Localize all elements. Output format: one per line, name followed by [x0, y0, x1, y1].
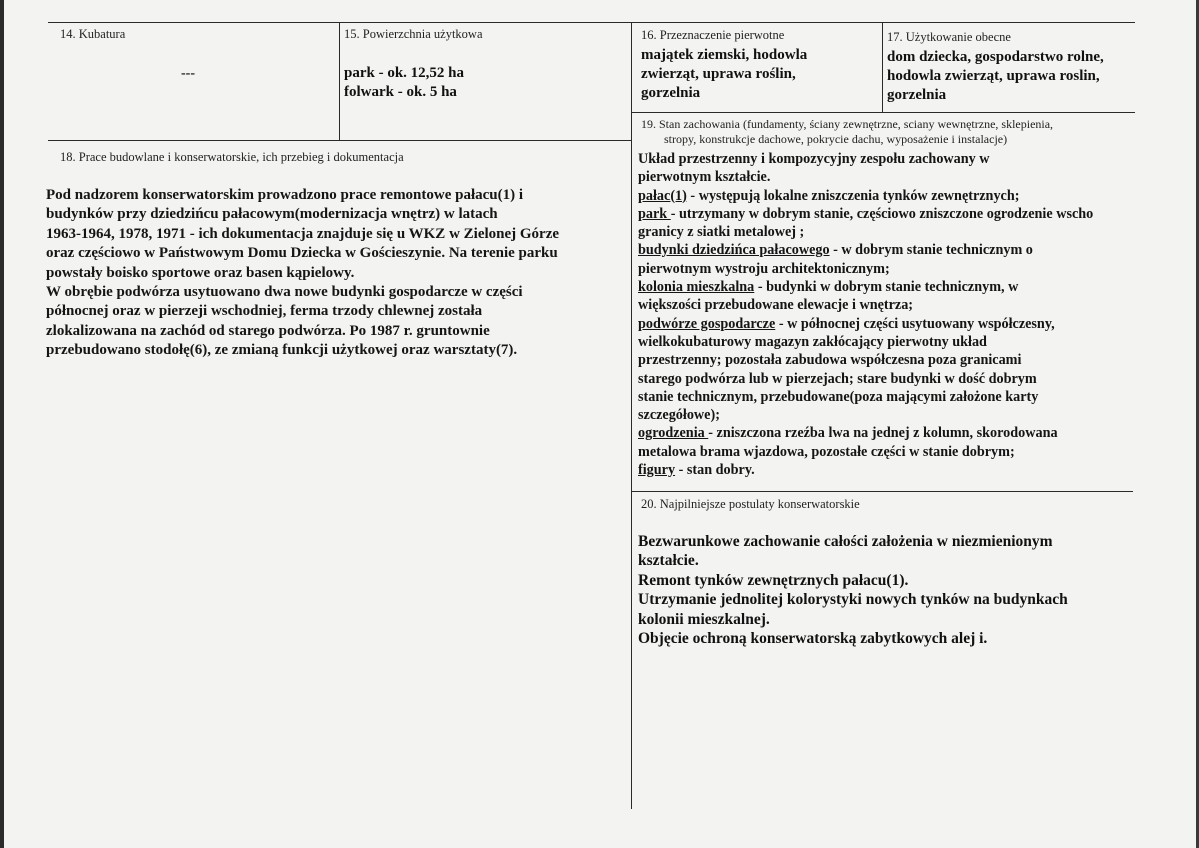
field-20-line: kolonii mieszkalnej. [638, 610, 770, 628]
field-19-label-2: stropy, konstrukcje dachowe, pokrycie dachu, wyposażenie i instalacje) [664, 132, 1008, 146]
field-16-label: 16. Przeznaczenie pierwotne [641, 28, 785, 42]
item-text: - stan dobry. [675, 462, 755, 479]
field-19-item [638, 315, 1138, 333]
item-text: - zniszczona rzeźba lwa na jednej z kolumn, skorodowana [708, 425, 1058, 442]
field-19-item [638, 370, 1138, 388]
item-text: przestrzenny; pozostała zabudowa współczesna poza granicami [638, 352, 1022, 369]
field-19-item [638, 461, 1138, 479]
rule-under-14-15 [48, 140, 631, 141]
item-text: granicy z siatki metalowej ; [638, 224, 805, 241]
rule-under-19 [631, 491, 1133, 492]
rule-v-main [631, 22, 632, 809]
item-term: ogrodzenia [638, 425, 709, 442]
field-19-intro: Układ przestrzenny i kompozycyjny zespołu zachowany w [638, 151, 990, 167]
field-17-line-2: hodowla zwierząt, uprawa roslin, [887, 68, 1100, 84]
field-20-line: Utrzymanie jednolitej kolorystyki nowych tynków na budynkach [638, 591, 1068, 609]
item-text: starego podwórza lub w pierzejach; stare budynki w dość dobrym [638, 370, 1037, 387]
field-14-label: 14. Kubatura [60, 27, 126, 41]
field-15-label: 15. Powierzchnia użytkowa [344, 27, 483, 41]
item-text: szczegółowe); [638, 407, 720, 424]
field-19-item [638, 424, 1138, 442]
field-19-label-1: 19. Stan zachowania (fundamenty, ściany zewnętrzne, sciany wewnętrzne, sklepienia, [641, 117, 1054, 131]
field-20-line: Bezwarunkowe zachowanie całości założenia w niezmienionym [638, 533, 1053, 550]
field-18-line: Pod nadzorem konserwatorskim prowadzono prace remontowe pałacu(1) i [46, 187, 524, 203]
item-text: większości przebudowane elewacje i wnętrza; [638, 297, 914, 314]
item-text: pierwotnym wystroju architektonicznym; [638, 260, 890, 277]
field-19-item [638, 333, 1138, 351]
field-19-item [638, 223, 1138, 241]
item-text: - budynki w dobrym stanie technicznym, w [754, 279, 1019, 296]
item-text: - występują lokalne zniszczenia tynków zewnętrznych; [686, 187, 1020, 204]
item-text: metalowa brama wjazdowa, pozostałe części w stanie dobrym; [638, 443, 1015, 460]
field-18-line: powstały boisko sportowe oraz basen kąpielowy. [46, 264, 355, 281]
field-19-item [638, 406, 1138, 424]
field-19-item [638, 260, 1138, 278]
rule-top [48, 22, 1135, 23]
field-18-line: budynków przy dziedzińcu pałacowym(modernizacja wnętrz) w latach [46, 206, 498, 223]
field-18-line: przebudowano stodołę(6), ze zmianą funkcji użytkowej oraz warsztaty(7). [46, 342, 518, 359]
field-20-line: Objęcie ochroną konserwatorską zabytkowych alej i. [638, 630, 988, 648]
rule-v-14-15 [339, 22, 340, 140]
field-19-intro: pierwotnym kształcie. [638, 169, 771, 186]
item-term: park [638, 205, 671, 222]
field-20-line: kształcie. [638, 552, 699, 570]
field-18-text [46, 186, 626, 361]
item-text: - w północnej części usytuowany współczesny, [775, 315, 1055, 332]
field-19-item [638, 443, 1138, 461]
rule-v-16-17 [882, 22, 883, 112]
field-18-line: W obrębie podwórza usytuowano dwa nowe budynki gospodarcze w części [46, 284, 523, 301]
field-19-item [638, 241, 1138, 259]
field-18-label: 18. Prace budowlane i konserwatorskie, ich przebieg i dokumentacja [60, 150, 404, 164]
item-term: kolonia mieszkalna [638, 279, 755, 296]
item-text: - w dobrym stanie technicznym o [829, 242, 1033, 259]
field-16-line-2: zwierząt, uprawa roślin, [641, 66, 796, 82]
field-19-item [638, 187, 1138, 205]
item-term: pałac(1) [638, 187, 687, 204]
rule-under-16-17 [631, 112, 1135, 113]
field-19-text [638, 150, 1138, 479]
field-17-label: 17. Użytkowanie obecne [887, 30, 1011, 44]
item-term: podwórze gospodarcze [638, 315, 776, 332]
field-19-item [638, 296, 1138, 314]
field-20-label: 20. Najpilniejsze postulaty konserwatorskie [641, 497, 860, 511]
field-15-line-1: park - ok. 12,52 ha [344, 65, 465, 81]
field-18-line: 1963-1964, 1978, 1971 - ich dokumentacja znajduje się u WKZ w Zielonej Górze [46, 225, 560, 242]
item-text: wielkokubaturowy magazyn zakłócający pierwotny układ [638, 333, 987, 350]
field-18-line: północnej oraz w pierzeji wschodniej, ferma trzody chlewnej została [46, 303, 483, 320]
field-19-item [638, 278, 1138, 296]
field-19-item [638, 351, 1138, 369]
item-text: - utrzymany w dobrym stanie, częściowo zniszczone ogrodzenie wscho [670, 205, 1094, 222]
field-19-item [638, 205, 1138, 223]
field-20-line: Remont tynków zewnętrznych pałacu(1). [638, 571, 909, 589]
field-16-line-3: gorzelnia [641, 85, 701, 101]
field-14-value: --- [181, 66, 195, 81]
field-18-line: oraz częściowo w Państwowym Domu Dziecka w Gościeszynie. Na terenie parku [46, 245, 558, 262]
item-text: stanie technicznym, przebudowane(poza mającymi założone karty [638, 388, 1039, 405]
field-19-item [638, 388, 1138, 406]
field-17-line-3: gorzelnia [887, 87, 947, 103]
field-20-text [638, 532, 1138, 648]
field-15-line-2: folwark - ok. 5 ha [344, 84, 457, 100]
field-17-line-1: dom dziecka, gospodarstwo rolne, [887, 49, 1104, 65]
field-18-line: zlokalizowana na zachód od starego podwórza. Po 1987 r. gruntownie [46, 322, 490, 339]
field-16-line-1: majątek ziemski, hodowla [641, 47, 808, 63]
scan-border-left [0, 0, 4, 848]
item-term: budynki dziedzińca pałacowego [638, 242, 830, 259]
item-term: figury [638, 462, 676, 479]
